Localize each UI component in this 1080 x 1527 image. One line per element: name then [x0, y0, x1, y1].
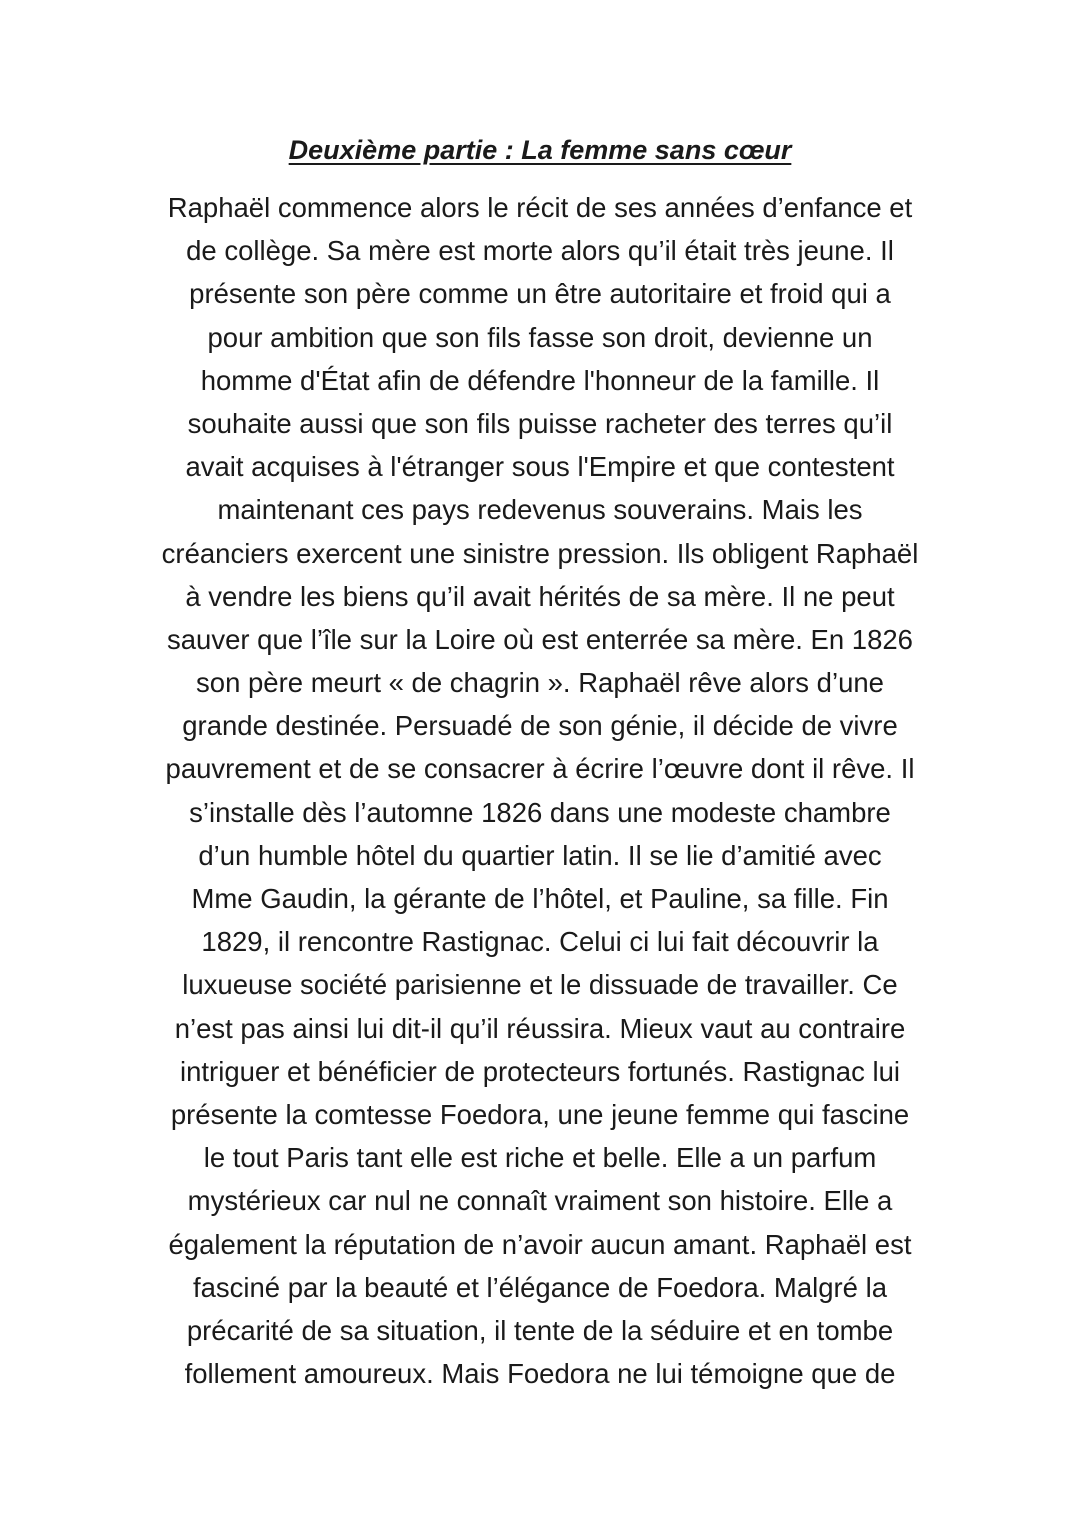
text-line: s’installe dès l’automne 1826 dans une modeste chambre: [189, 796, 891, 828]
text-line: follement amoureux. Mais Foedora ne lui témoigne que de: [184, 1358, 896, 1390]
text-line: n’est pas ainsi lui dit-il qu’il réussira. Mieux vaut au contraire: [174, 1012, 906, 1044]
text-line: pour ambition que son fils fasse son droit, devienne un: [207, 321, 873, 353]
text-line: également la réputation de n’avoir aucun amant. Raphaël est: [168, 1228, 912, 1260]
text-line: sauver que l’île sur la Loire où est enterrée sa mère. En 1826: [167, 623, 913, 655]
text-line: Mme Gaudin, la gérante de l’hôtel, et Pauline, sa fille. Fin: [191, 883, 889, 914]
text-line: luxueuse société parisienne et le dissuade de travailler. Ce: [182, 969, 898, 1001]
text-line: grande destinée. Persuadé de son génie, il décide de vivre: [182, 710, 898, 742]
text-line: pauvrement et de se consacrer à écrire l’œuvre dont il rêve. Il: [165, 753, 915, 785]
text-line: précarité de sa situation, il tente de la séduire et en tombe: [186, 1314, 894, 1346]
text-line: de collège. Sa mère est morte alors qu’il était très jeune. Il: [186, 235, 894, 267]
text-line: son père meurt « de chagrin ». Raphaël rêve alors d’une: [196, 667, 884, 699]
text-line: intriguer et bénéficier de protecteurs fortunés. Rastignac lui: [180, 1055, 900, 1087]
text-line: créanciers exercent une sinistre pression. Ils obligent Raphaël: [161, 537, 919, 569]
text-line: maintenant ces pays redevenus souverains. Mais les: [217, 494, 863, 526]
text-line: souhaite aussi que son fils puisse racheter des terres qu’il: [187, 407, 893, 439]
section-title: Deuxième partie : La femme sans cœur: [288, 135, 792, 165]
text-line: fasciné par la beauté et l’élégance de Foedora. Malgré la: [192, 1271, 888, 1303]
text-line: présente la comtesse Foedora, une jeune femme qui fascine: [170, 1098, 910, 1130]
text-line: le tout Paris tant elle est riche et belle. Elle a un parfum: [203, 1142, 877, 1174]
text-line: Raphaël commence alors le récit de ses années d’enfance et: [167, 192, 913, 223]
text-line: avait acquises à l'étranger sous l'Empire et que contestent: [185, 451, 895, 483]
body-paragraph: [110, 186, 970, 1395]
text-line: à vendre les biens qu’il avait hérités de sa mère. Il ne peut: [185, 580, 895, 612]
text-line: d’un humble hôtel du quartier latin. Il se lie d’amitié avec: [198, 839, 882, 871]
text-line: mystérieux car nul ne connaît vraiment son histoire. Elle a: [187, 1185, 893, 1217]
text-line: homme d'État afin de défendre l'honneur de la famille. Il: [200, 364, 880, 396]
text-line: présente son père comme un être autoritaire et froid qui a: [189, 278, 891, 310]
text-line: 1829, il rencontre Rastignac. Celui ci lui fait découvrir la: [201, 926, 879, 958]
